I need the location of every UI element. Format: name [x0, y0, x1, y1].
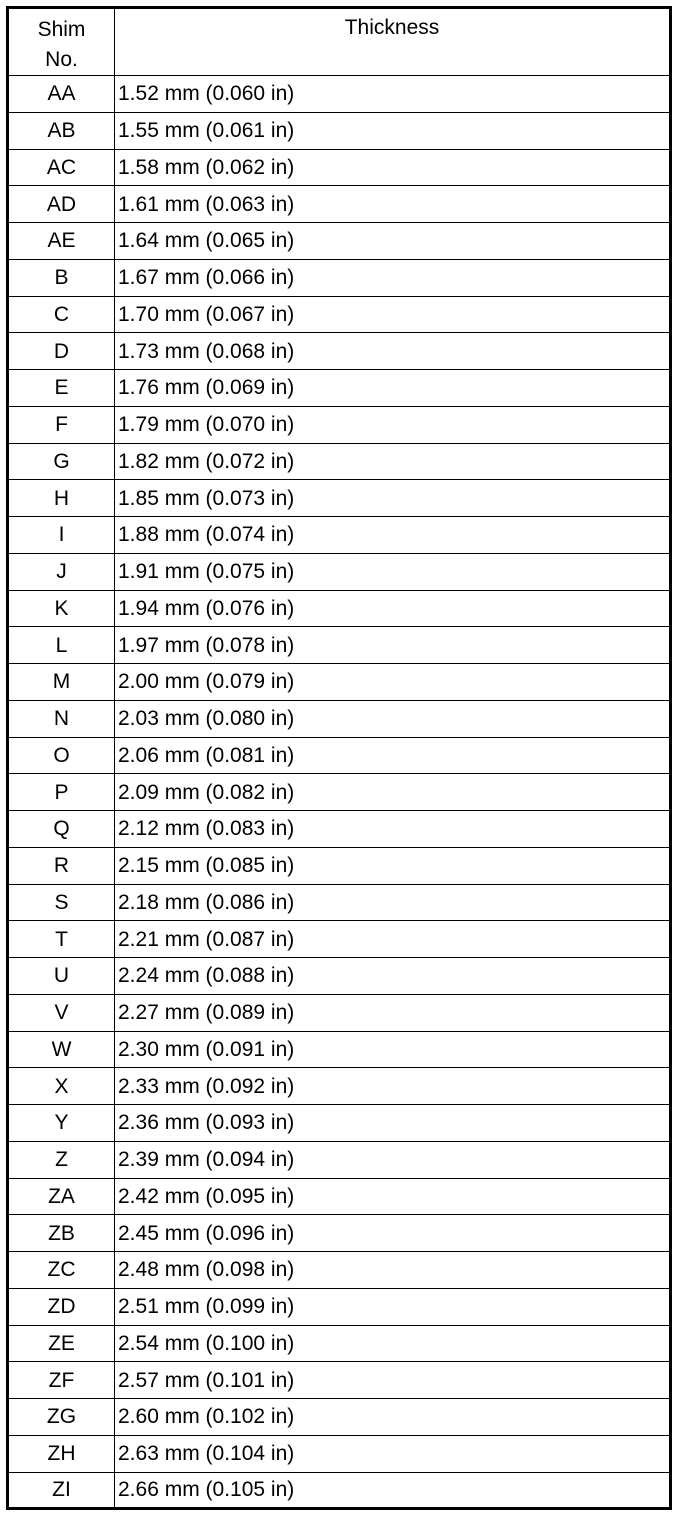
thickness-cell: 2.30 mm (0.091 in): [115, 1031, 671, 1068]
table-body: [8, 76, 671, 1509]
thickness-cell: 2.15 mm (0.085 in): [115, 847, 671, 884]
shim-no-cell: W: [8, 1031, 115, 1068]
column-header-thickness: Thickness: [115, 8, 671, 76]
thickness-cell: 1.85 mm (0.073 in): [115, 480, 671, 517]
table-row: [8, 1325, 671, 1362]
thickness-cell: 1.61 mm (0.063 in): [115, 186, 671, 223]
table-row: [8, 406, 671, 443]
table-row: [8, 811, 671, 848]
table-row: [8, 737, 671, 774]
thickness-cell: 2.18 mm (0.086 in): [115, 884, 671, 921]
shim-no-cell: ZG: [8, 1399, 115, 1436]
column-header-shim-no-line2: No.: [45, 48, 78, 71]
shim-no-cell: AE: [8, 223, 115, 260]
shim-no-cell: F: [8, 406, 115, 443]
table-row: [8, 76, 671, 113]
shim-thickness-table: [6, 6, 672, 1510]
table-header: [8, 8, 671, 76]
thickness-cell: 2.51 mm (0.099 in): [115, 1288, 671, 1325]
thickness-cell: 2.45 mm (0.096 in): [115, 1215, 671, 1252]
thickness-cell: 1.58 mm (0.062 in): [115, 149, 671, 186]
table-row: [8, 1215, 671, 1252]
shim-no-cell: K: [8, 590, 115, 627]
shim-no-cell: Y: [8, 1105, 115, 1142]
thickness-cell: 2.21 mm (0.087 in): [115, 921, 671, 958]
shim-no-cell: J: [8, 553, 115, 590]
table-row: [8, 370, 671, 407]
table-row: [8, 443, 671, 480]
thickness-cell: 1.73 mm (0.068 in): [115, 333, 671, 370]
table-row: [8, 112, 671, 149]
thickness-cell: 2.03 mm (0.080 in): [115, 700, 671, 737]
shim-no-cell: B: [8, 259, 115, 296]
table-row: [8, 1472, 671, 1509]
thickness-cell: 1.79 mm (0.070 in): [115, 406, 671, 443]
shim-no-cell: S: [8, 884, 115, 921]
thickness-cell: 2.66 mm (0.105 in): [115, 1472, 671, 1509]
shim-no-cell: X: [8, 1068, 115, 1105]
table-row: [8, 958, 671, 995]
shim-no-cell: AD: [8, 186, 115, 223]
thickness-cell: 2.33 mm (0.092 in): [115, 1068, 671, 1105]
table-row: [8, 1399, 671, 1436]
shim-no-cell: AB: [8, 112, 115, 149]
thickness-cell: 2.09 mm (0.082 in): [115, 774, 671, 811]
shim-no-cell: ZC: [8, 1252, 115, 1289]
table-row: [8, 1252, 671, 1289]
table-row: [8, 774, 671, 811]
shim-no-cell: U: [8, 958, 115, 995]
thickness-cell: 2.00 mm (0.079 in): [115, 664, 671, 701]
thickness-cell: 2.12 mm (0.083 in): [115, 811, 671, 848]
table-row: [8, 186, 671, 223]
thickness-cell: 1.52 mm (0.060 in): [115, 76, 671, 113]
thickness-cell: 1.64 mm (0.065 in): [115, 223, 671, 260]
shim-no-cell: N: [8, 700, 115, 737]
header-row: [8, 8, 671, 76]
table-row: [8, 921, 671, 958]
thickness-cell: 2.63 mm (0.104 in): [115, 1435, 671, 1472]
table-row: [8, 1362, 671, 1399]
table-row: [8, 223, 671, 260]
shim-no-cell: E: [8, 370, 115, 407]
table-row: [8, 664, 671, 701]
shim-no-cell: ZF: [8, 1362, 115, 1399]
shim-no-cell: I: [8, 517, 115, 554]
shim-no-cell: AC: [8, 149, 115, 186]
table-row: [8, 700, 671, 737]
table-row: [8, 994, 671, 1031]
shim-no-cell: O: [8, 737, 115, 774]
shim-no-cell: T: [8, 921, 115, 958]
shim-no-cell: V: [8, 994, 115, 1031]
thickness-cell: 1.70 mm (0.067 in): [115, 296, 671, 333]
table-row: [8, 627, 671, 664]
thickness-cell: 2.27 mm (0.089 in): [115, 994, 671, 1031]
table-row: [8, 259, 671, 296]
table-row: [8, 1141, 671, 1178]
shim-no-cell: G: [8, 443, 115, 480]
shim-no-cell: ZA: [8, 1178, 115, 1215]
thickness-cell: 1.55 mm (0.061 in): [115, 112, 671, 149]
shim-no-cell: D: [8, 333, 115, 370]
table-row: [8, 517, 671, 554]
thickness-cell: 2.60 mm (0.102 in): [115, 1399, 671, 1436]
table-row: [8, 296, 671, 333]
table-row: [8, 1031, 671, 1068]
thickness-cell: 2.24 mm (0.088 in): [115, 958, 671, 995]
thickness-cell: 1.97 mm (0.078 in): [115, 627, 671, 664]
table-row: [8, 590, 671, 627]
thickness-cell: 1.82 mm (0.072 in): [115, 443, 671, 480]
thickness-cell: 2.54 mm (0.100 in): [115, 1325, 671, 1362]
thickness-cell: 1.67 mm (0.066 in): [115, 259, 671, 296]
shim-no-cell: C: [8, 296, 115, 333]
table-row: [8, 847, 671, 884]
table-row: [8, 884, 671, 921]
shim-no-cell: ZI: [8, 1472, 115, 1509]
shim-no-cell: ZE: [8, 1325, 115, 1362]
shim-no-cell: ZH: [8, 1435, 115, 1472]
shim-no-cell: ZD: [8, 1288, 115, 1325]
table-row: [8, 553, 671, 590]
table-row: [8, 480, 671, 517]
thickness-cell: 2.57 mm (0.101 in): [115, 1362, 671, 1399]
thickness-cell: 1.94 mm (0.076 in): [115, 590, 671, 627]
table-row: [8, 149, 671, 186]
thickness-cell: 2.06 mm (0.081 in): [115, 737, 671, 774]
shim-no-cell: R: [8, 847, 115, 884]
shim-no-cell: Q: [8, 811, 115, 848]
shim-no-cell: M: [8, 664, 115, 701]
column-header-shim-no: [8, 8, 115, 76]
table-row: [8, 333, 671, 370]
shim-no-cell: ZB: [8, 1215, 115, 1252]
thickness-cell: 2.42 mm (0.095 in): [115, 1178, 671, 1215]
shim-no-cell: AA: [8, 76, 115, 113]
table-row: [8, 1435, 671, 1472]
column-header-shim-no-line1: Shim: [37, 18, 86, 41]
table-row: [8, 1178, 671, 1215]
shim-no-cell: P: [8, 774, 115, 811]
thickness-cell: 1.88 mm (0.074 in): [115, 517, 671, 554]
thickness-cell: 2.48 mm (0.098 in): [115, 1252, 671, 1289]
thickness-cell: 2.36 mm (0.093 in): [115, 1105, 671, 1142]
table-row: [8, 1105, 671, 1142]
table-row: [8, 1068, 671, 1105]
thickness-cell: 1.91 mm (0.075 in): [115, 553, 671, 590]
shim-no-cell: H: [8, 480, 115, 517]
table-row: [8, 1288, 671, 1325]
shim-no-cell: Z: [8, 1141, 115, 1178]
thickness-cell: 1.76 mm (0.069 in): [115, 370, 671, 407]
shim-no-cell: L: [8, 627, 115, 664]
thickness-cell: 2.39 mm (0.094 in): [115, 1141, 671, 1178]
